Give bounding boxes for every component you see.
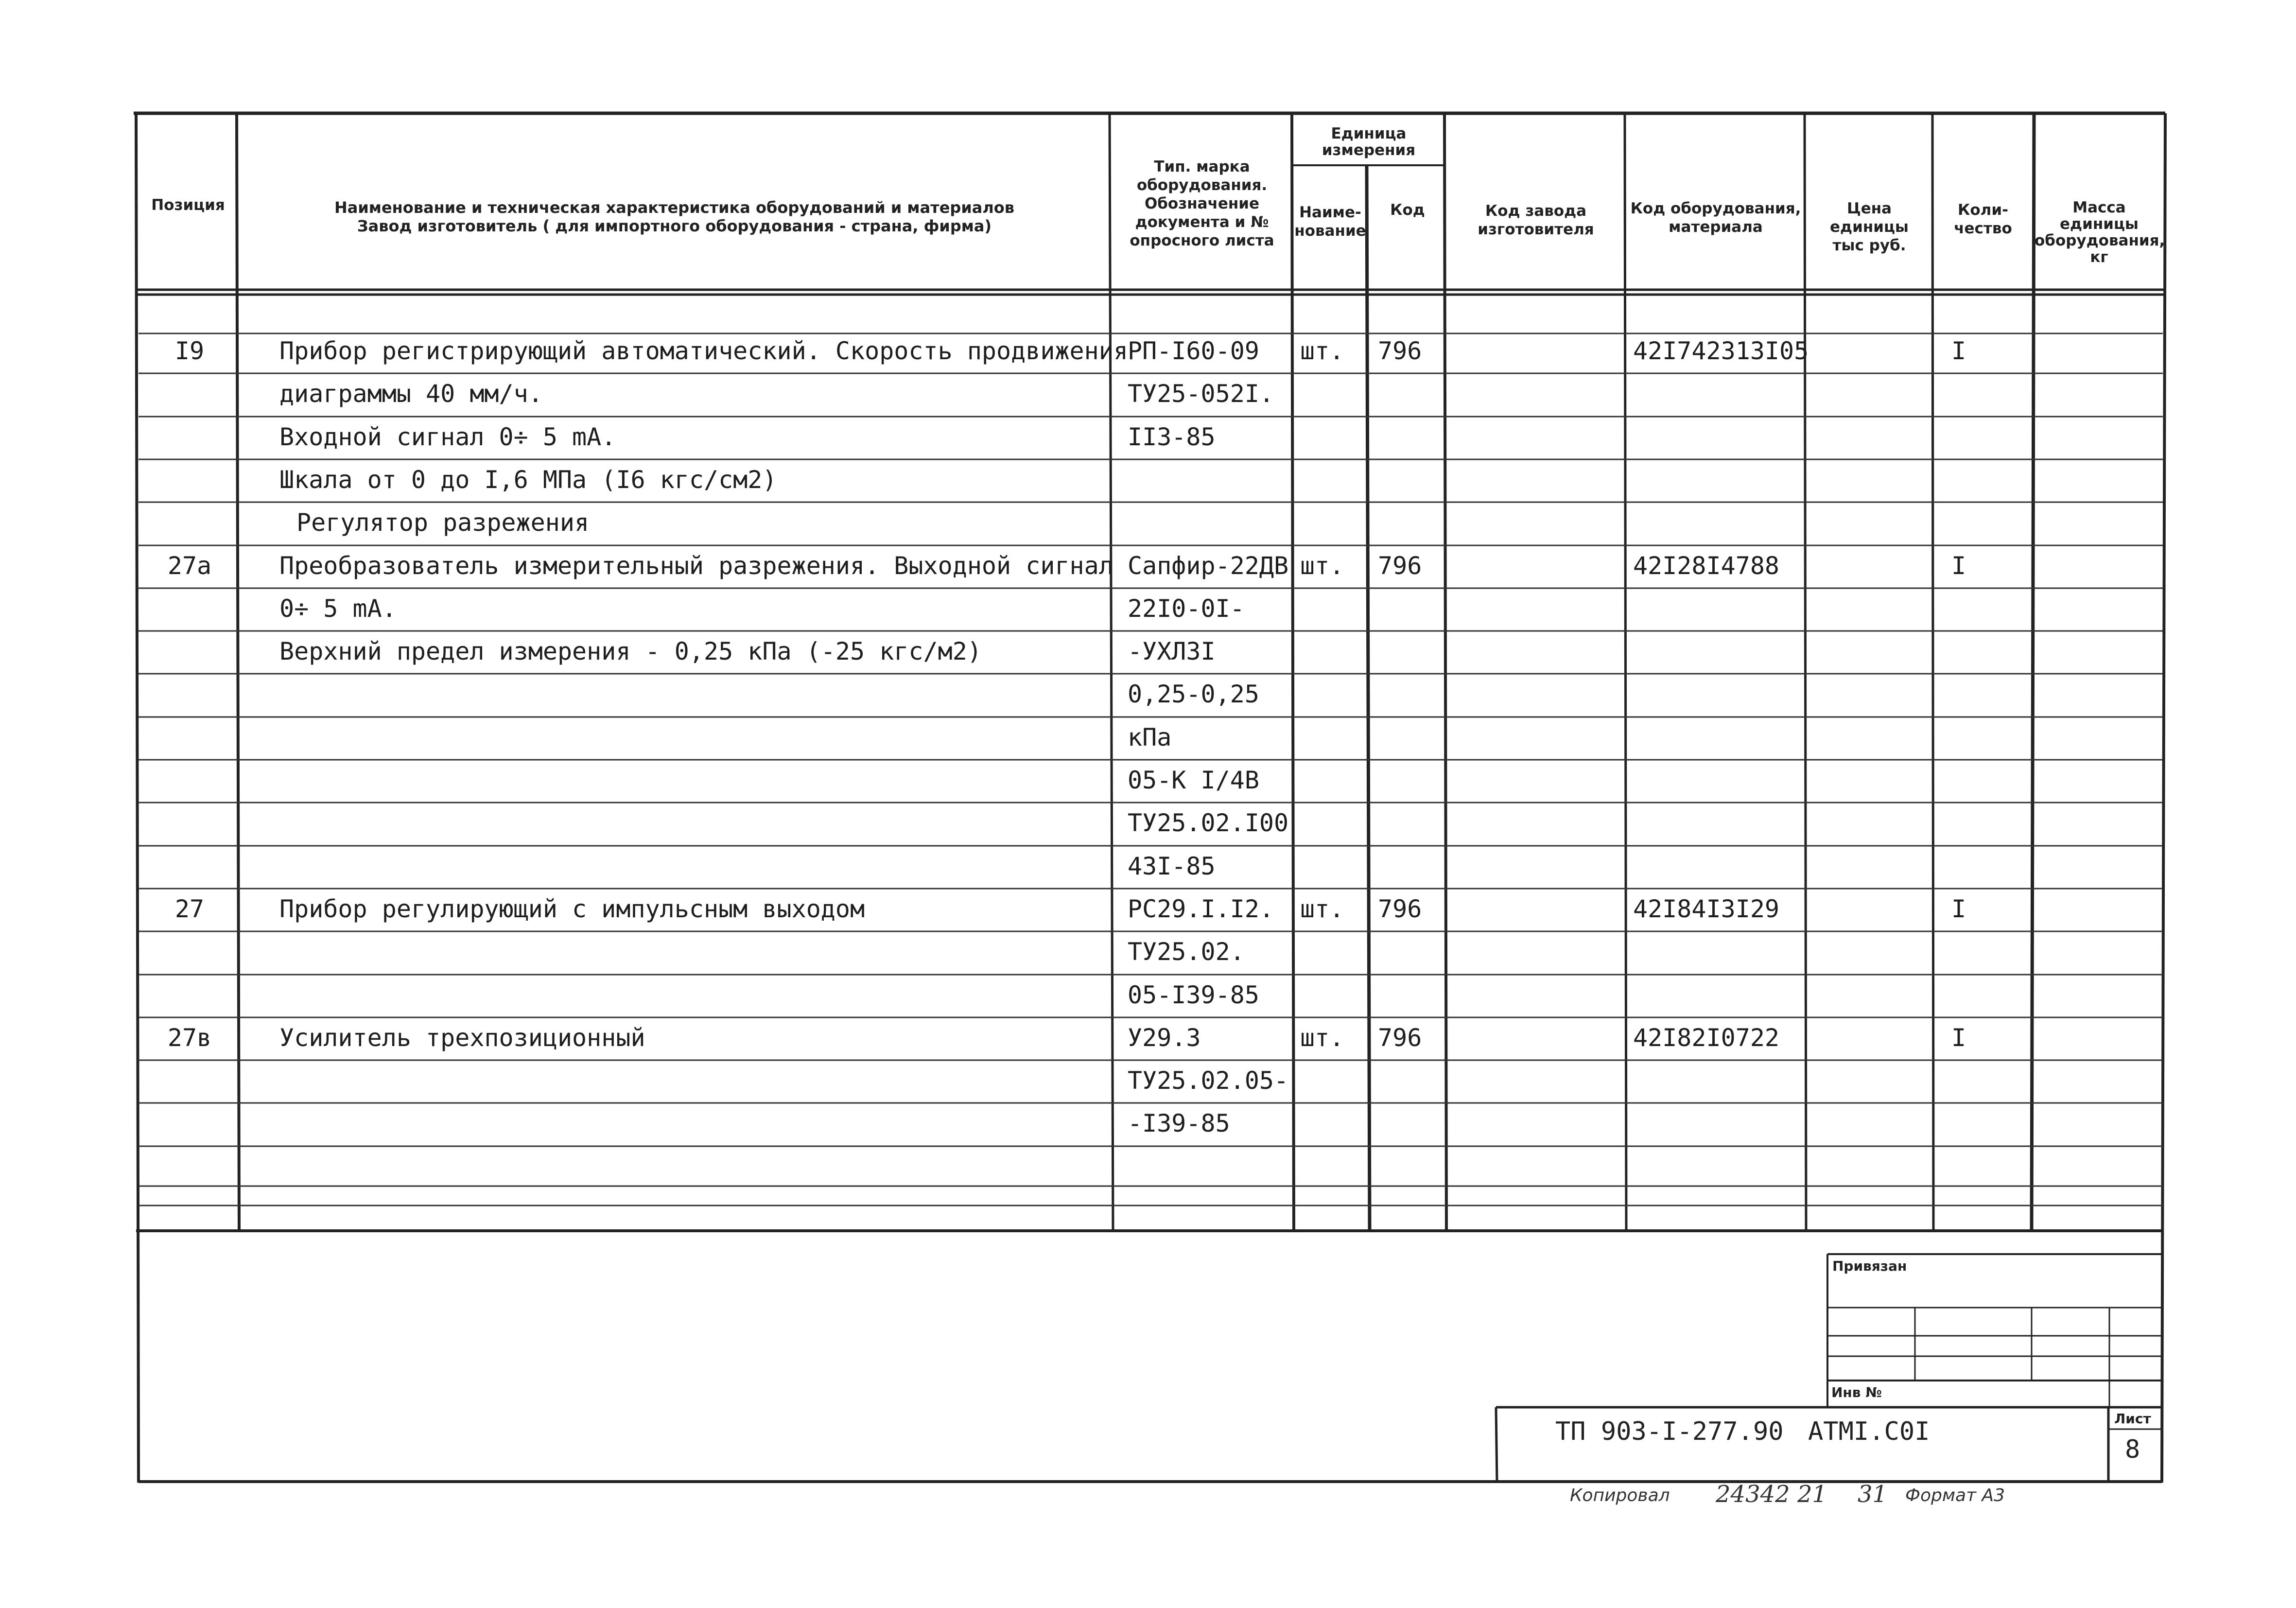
row-2-name: Входной сигнал 0÷ 5 mA.: [279, 422, 616, 451]
row-0-equip-code: 42I742313I05: [1633, 337, 1809, 365]
header-type-line4: документа и №: [1135, 213, 1269, 231]
row-1-name: диаграммы 40 мм/ч.: [279, 380, 543, 408]
row-5-code: 796: [1378, 551, 1422, 580]
header-plant-code: [1447, 202, 1624, 239]
stamp-sheet-no: 8: [2125, 1435, 2140, 1464]
row-18-type: -I39-85: [1128, 1109, 1230, 1138]
stamp-sheet-label: Лист: [2114, 1411, 2151, 1427]
row-15-type: 05-I39-85: [1128, 980, 1259, 1009]
header-unit: [1295, 125, 1443, 158]
row-16-type: У29.3: [1128, 1023, 1201, 1052]
row-5-equip-code: 42I28I4788: [1633, 551, 1780, 580]
row-13-unit: шт.: [1300, 894, 1344, 923]
row-5-unit: шт.: [1300, 551, 1344, 580]
header-price-line3: тыс руб.: [1832, 237, 1906, 254]
footer-copy-no: 24342 21: [1716, 1481, 1827, 1508]
row-16-pos: 27в: [167, 1023, 212, 1052]
row-13-qty: I: [1951, 894, 1966, 923]
row-0-qty: I: [1951, 337, 1966, 365]
row-12-type: 43I-85: [1128, 852, 1216, 880]
header-qty-line1: Коли-: [1958, 201, 2008, 219]
row-0-name: Прибор регистрирующий автоматический. Скорость продвижения: [279, 337, 1128, 365]
header-name: [241, 198, 1108, 235]
header-qty-line2: чество: [1954, 220, 2012, 237]
header-mass: [2035, 199, 2164, 265]
header-unit-name: [1294, 203, 1367, 240]
header-unit-name-line2: нование: [1294, 222, 1366, 240]
header-mass-line4: кг: [2090, 248, 2108, 266]
row-6-type: 22I0-0I-: [1128, 594, 1245, 623]
header-equip-code: [1627, 199, 1804, 236]
row-13-code: 796: [1378, 894, 1422, 923]
header-unit-code: [1371, 201, 1444, 219]
row-16-qty: I: [1951, 1023, 1966, 1052]
row-5-name: Преобразователь измерительный разрежения. Выходной сигнал: [279, 551, 1113, 580]
header-type-line1: Тип. марка: [1154, 158, 1250, 175]
header-price-line2: единицы: [1830, 218, 1909, 236]
header-plant-code-line2: изготовителя: [1478, 221, 1594, 238]
row-5-type: Сапфир-22ДВ: [1128, 551, 1289, 580]
row-11-type: ТУ25.02.I00: [1128, 809, 1289, 838]
row-0-pos: I9: [174, 337, 205, 365]
header-mass-line3: оборудования,: [2035, 232, 2165, 249]
header-type-line2: оборудования.: [1136, 176, 1268, 194]
footer-copy-sheet: 31: [1858, 1481, 1888, 1508]
header-equip-code-line1: Код оборудования,: [1630, 200, 1801, 217]
header-unit-code-text: Код: [1390, 201, 1425, 219]
header-type-line5: опросного листа: [1130, 232, 1274, 249]
header-type: [1114, 157, 1290, 250]
row-5-qty: I: [1951, 551, 1966, 580]
row-0-code: 796: [1378, 337, 1422, 365]
header-qty: [1934, 201, 2032, 238]
row-10-type: 05-К I/4В: [1128, 766, 1259, 794]
row-16-name: Усилитель трехпозиционный: [279, 1023, 645, 1052]
header-type-line3: Обозначение: [1144, 195, 1260, 212]
stamp-linked: Привязан: [1832, 1258, 1907, 1274]
row-1-type: ТУ25-052I.: [1128, 380, 1274, 408]
row-6-name: 0÷ 5 mA.: [279, 594, 397, 623]
row-16-code: 796: [1378, 1023, 1422, 1052]
row-13-pos: 27: [174, 894, 205, 923]
header-position-text: Позиция: [151, 196, 225, 214]
row-9-type: кПа: [1128, 723, 1172, 752]
stamp-doc-mark: АТМI.C0I: [1808, 1417, 1930, 1446]
header-name-line1: Наименование и техническая характеристика оборудований и материалов: [334, 198, 1014, 217]
header-price-line1: Цена: [1846, 200, 1892, 217]
stamp-inv-no: Инв №: [1831, 1384, 1882, 1400]
header-unit-line2: измерения: [1322, 141, 1416, 159]
header-plant-code-line1: Код завода: [1485, 202, 1587, 220]
row-4-name: Регулятор разрежения: [296, 508, 590, 537]
header-unit-name-line1: Наиме-: [1299, 204, 1361, 221]
row-13-name: Прибор регулирующий с импульсным выходом: [279, 894, 865, 923]
row-5-pos: 27а: [167, 551, 212, 580]
row-14-type: ТУ25.02.: [1128, 938, 1245, 966]
row-2-type: II3-85: [1128, 422, 1216, 451]
stamp-doc-code: ТП 903-I-277.90: [1555, 1417, 1784, 1446]
row-13-equip-code: 42I84I3I29: [1633, 894, 1780, 923]
row-7-name: Верхний предел измерения - 0,25 кПа (-25 кгс/м2): [279, 637, 982, 666]
row-16-unit: шт.: [1300, 1023, 1344, 1052]
header-position: [142, 196, 234, 214]
row-0-unit: шт.: [1300, 337, 1344, 365]
footer-format: Формат А3: [1905, 1486, 2005, 1505]
row-8-type: 0,25-0,25: [1128, 680, 1259, 709]
row-13-type: РС29.I.I2.: [1128, 894, 1274, 923]
header-name-line2: Завод изготовитель ( для импортного оборудования - страна, фирма): [357, 217, 992, 235]
row-7-type: -УХЛ3I: [1128, 637, 1216, 666]
row-3-name: Шкала от 0 до I,6 МПа (I6 кгс/см2): [279, 465, 777, 494]
header-mass-line2: единицы: [2060, 215, 2139, 233]
row-17-type: ТУ25.02.05-: [1128, 1066, 1289, 1095]
header-equip-code-line2: материала: [1669, 218, 1763, 236]
row-16-equip-code: 42I82I0722: [1633, 1023, 1780, 1052]
header-mass-line1: Масса: [2072, 199, 2126, 216]
header-unit-line1: Единица: [1331, 125, 1407, 142]
header-price: [1807, 199, 1931, 255]
footer-copied: Копировал: [1570, 1486, 1670, 1505]
row-0-type: РП-I60-09: [1128, 337, 1259, 365]
